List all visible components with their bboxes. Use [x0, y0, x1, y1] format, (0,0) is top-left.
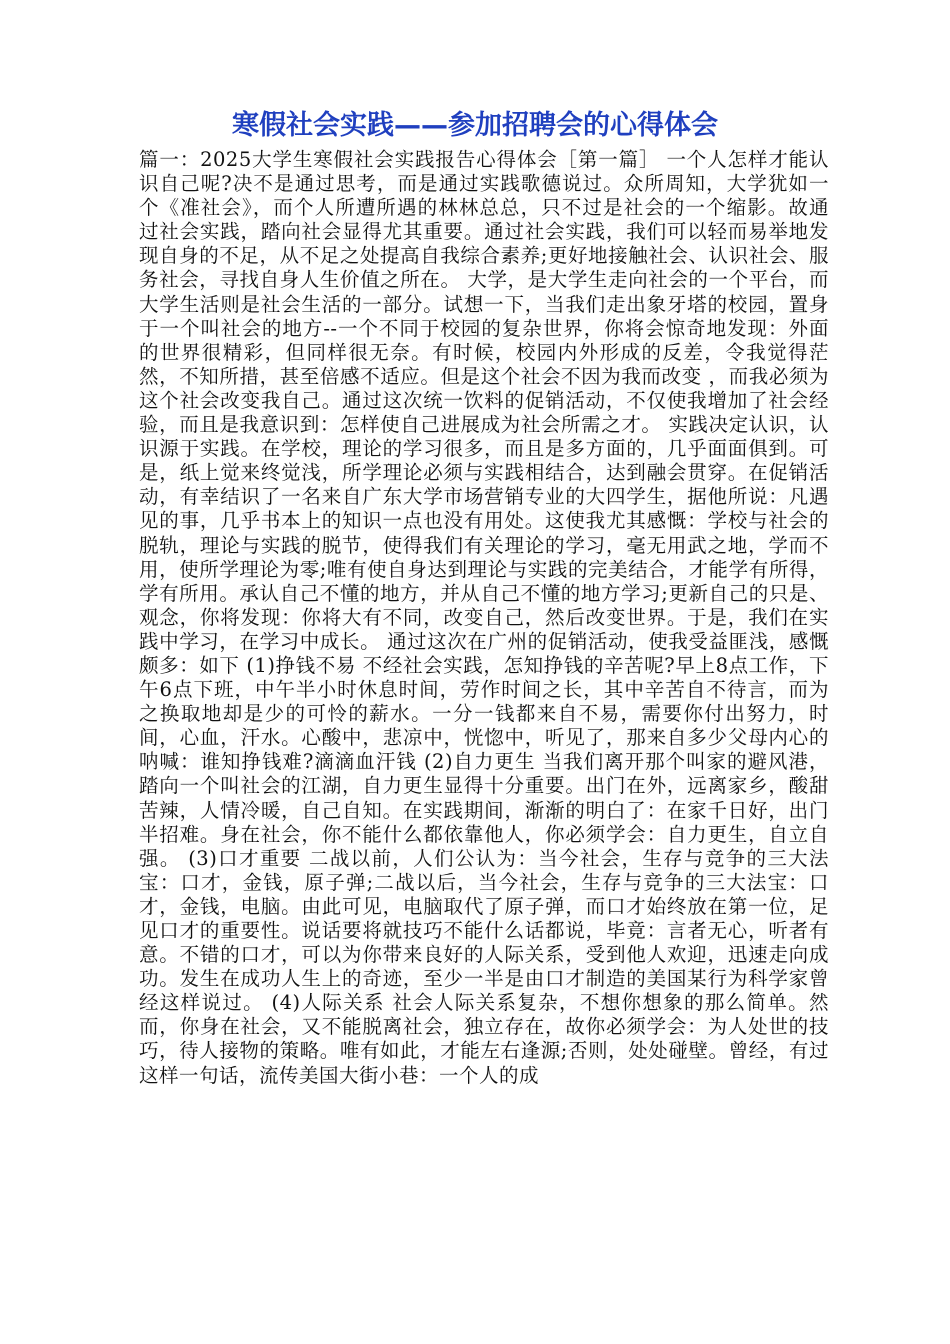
document-title: 寒假社会实践——参加招聘会的心得体会	[232, 110, 718, 141]
document-body-text: 篇一：2025大学生寒假社会实践报告心得体会［第一篇］ 一个人怎样才能认识自己呢?决不是通过思考，而是通过实践歌德说过。众所周知，大学犹如一个《准社会》，而个人所遭所遇的林林总总，只不过是社会的一个缩影。故通过社会实践，踏向社会显得尤其重要。通过社会实践，我们可以轻而易举地发现自身的不足，从不足之处提高自我综合素养;更好地接触社会、认识社会、服务社会，寻找自身人生价值之所在。 大学，是大学生走向社会的一个平台，而大学生活则是社会生活的一部分。试想一下，当我们走出象牙塔的校园，置身于一个叫社会的地方--一个不同于校园的复杂世界，你将会惊奇地发现：外面的世界很精彩，但同样很无奈。有时候，校园内外形成的反差，令我觉得茫然，不知所措，甚至倍感不适应。但是这个社会不因为我而改变 ，而我必须为这个社会改变我自己。通过这次统一饮料的促销活动，不仅使我增加了社会经验，而且是我意识到：怎样使自己进展成为社会所需之才。 实践决定认识，认识源于实践。在学校，理论的学习很多，而且是多方面的，几乎面面俱到。可是，纸上觉来终觉浅，所学理论必须与实践相结合，达到融会贯穿。在促销活动，有幸结识了一名来自广东大学市场营销专业的大四学生，据他所说：凡遇见的事，几乎书本上的知识一点也没有用处。这使我尤其感慨：学校与社会的脱轨，理论与实践的脱节，使得我们有关理论的学习，毫无用武之地，学而不用，使所学理论为零;唯有使自身达到理论与实践的完美结合，才能学有所得，学有所用。承认自己不懂的地方，并从自己不懂的地方学习;更新自己的只是、观念，你将发现：你将大有不同，改变自己，然后改变世界。于是，我们在实践中学习，在学习中成长。 通过这次在广州的促销活动，使我受益匪浅，感慨颇多：如下 (1)挣钱不易 不经社会实践，怎知挣钱的辛苦呢?早上8点工作，下午6点下班，中午半小时休息时间，劳作时间之长，其中辛苦自不待言，而为之换取地却是少的可怜的薪水。一分一钱都来自不易，需要你付出努力，时间，心血，汗水。心酸中，悲凉中，恍惚中，听见了，那来自多少父母内心的呐喊：谁知挣钱难?滴滴血汗钱 (2)自力更生 当我们离开那个叫家的避风港，踏向一个叫社会的江湖，自力更生显得十分重要。出门在外，远离家乡，酸甜苦辣，人情冷暖，自己自知。在实践期间，渐渐的明白了：在家千日好，出门半招难。身在社会，你不能什么都依靠他人，你必须学会：自力更生，自立自强。 (3)口才重要 二战以前，人们公认为：当今社会，生存与竞争的三大法宝：口才，金钱，原子弹;二战以后，当今社会，生存与竞争的三大法宝：口才，金钱，电脑。由此可见，电脑取代了原子弹，而口才始终放在第一位，足见口才的重要性。说话要将就技巧不能什么话都说，毕竟：言者无心，听者有意。不错的口才，可以为你带来良好的人际关系，受到他人欢迎，迅速走向成功。发生在成功人生上的奇迹，至少一半是由口才制造的美国某行为科学家曾经这样说过。 (4)人际关系 社会人际关系复杂，不想你想象的那么简单。然而，你身在社会，又不能脱离社会，独立存在，故你必须学会：为人处世的技巧，待人接物的策略。唯有如此，才能左右逢源;否则，处处碰壁。曾经，有过这样一句话，流传美国大街小巷：一个人的成	[139, 148, 829, 1087]
